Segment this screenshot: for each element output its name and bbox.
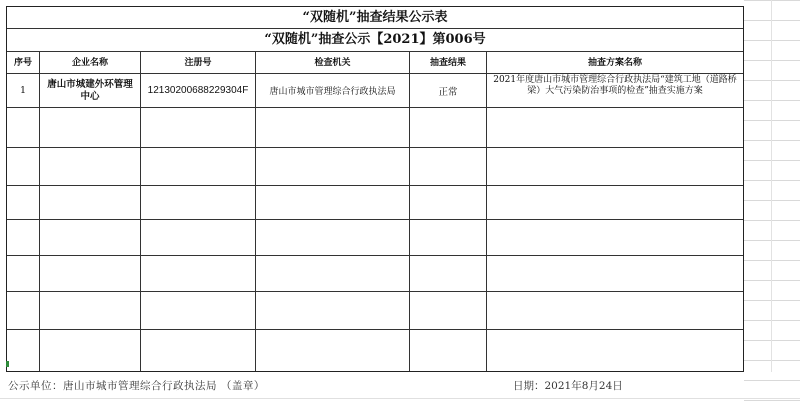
row1-agency: 唐山市城市管理综合行政执法局 [269, 87, 396, 97]
empty-grid-area [744, 0, 800, 408]
row1-seq: 1 [19, 85, 27, 96]
footer-date: 日期：2021年8月24日 [513, 380, 623, 392]
header-reg-no: 注册号 [184, 58, 212, 68]
table-subtitle: “双随机”抽查公示【2021】第006号 [264, 32, 486, 47]
header-seq: 序号 [13, 58, 32, 68]
row1-result: 正常 [438, 86, 458, 98]
header-plan: 抽查方案名称 [587, 58, 642, 68]
result-table [6, 6, 744, 372]
table-title: “双随机”抽查结果公示表 [302, 10, 448, 25]
row1-company: 唐山市城建外环管理中心 [47, 78, 133, 102]
cell-marker [6, 361, 9, 367]
header-agency: 检查机关 [314, 58, 351, 68]
header-result: 抽查结果 [429, 58, 466, 68]
row1-plan: 2021年度唐山市城市管理综合行政执法局“建筑工地（道路桥梁）大气污染防治事项的检查”抽查实施方案 [493, 75, 737, 96]
header-company: 企业名称 [71, 58, 108, 68]
footer-publisher: 公示单位：唐山市城市管理综合行政执法局 （盖章） [8, 380, 265, 392]
row1-reg-no: 12130200688229304F [147, 85, 249, 96]
